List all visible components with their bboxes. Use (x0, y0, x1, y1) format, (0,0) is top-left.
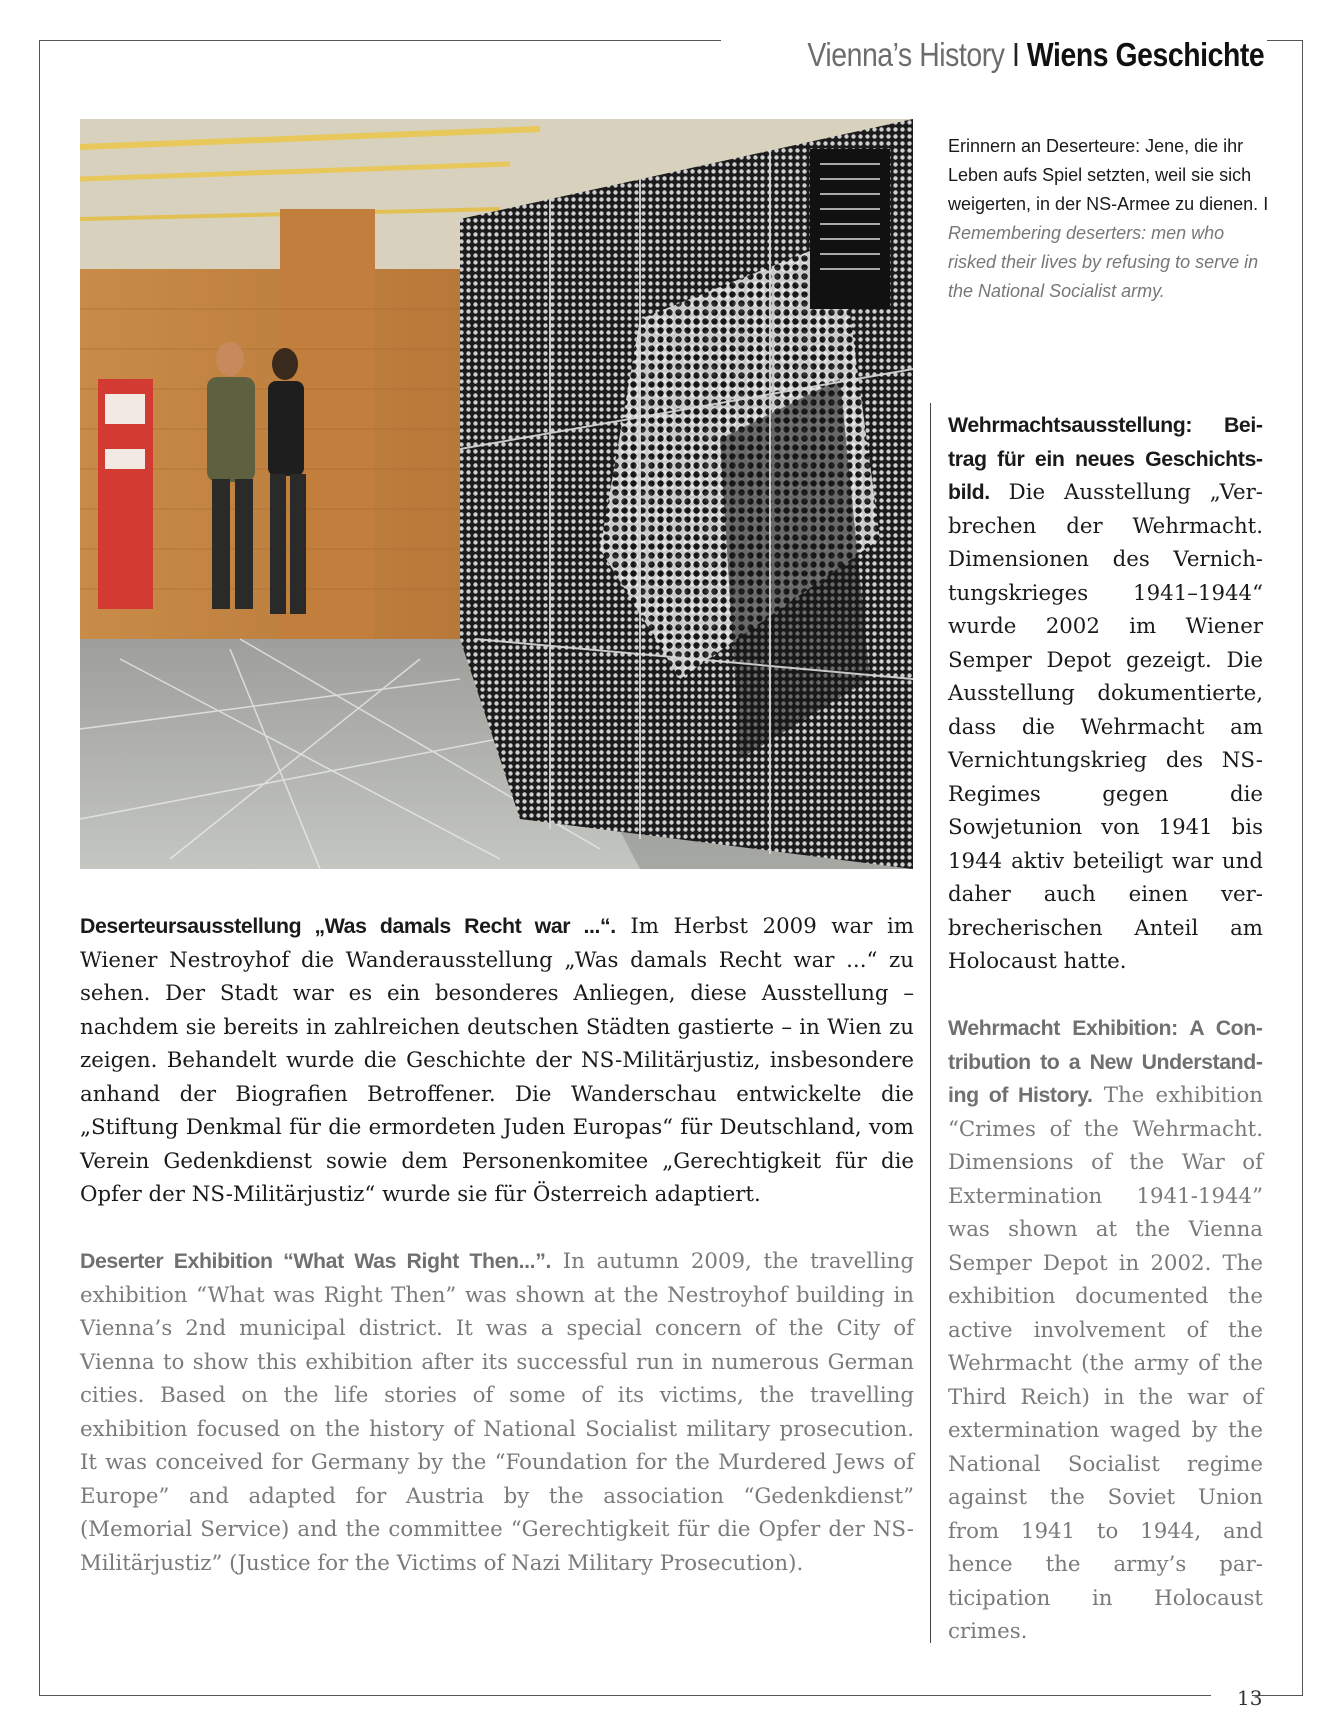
photo-caption (948, 132, 1270, 306)
caption-english: Remembering deserters: men who risked their lives by refusing to serve in the National Socialist army. (948, 223, 1259, 301)
wehrmacht-exhibition-english (948, 1012, 1263, 1649)
wehrmacht-exhibition-german (948, 409, 1263, 979)
right-column (948, 409, 1263, 1649)
deserter-exhibition-heading-en: Deserter Exhibition “What Was Right Then...”. (80, 1249, 551, 1273)
deserter-exhibition-german (80, 910, 914, 1212)
page-frame-bottom (39, 1695, 1211, 1696)
exhibition-photo-illustration (80, 119, 913, 869)
page-frame-top (39, 40, 721, 41)
header-separator: I (1011, 36, 1020, 73)
caption-separator: I (1263, 194, 1269, 214)
page-frame-left (39, 40, 40, 1695)
deserter-exhibition-english (80, 1245, 914, 1580)
header-title-de: Wiens Geschichte (1026, 36, 1264, 73)
deserter-exhibition-heading-de: Deserteursausstellung „Was damals Recht war ...“. (80, 914, 616, 938)
left-column (80, 910, 914, 1580)
page-frame-top-right (1267, 40, 1303, 41)
deserter-exhibition-body-de: Im Herbst 2009 war im Wiener Nestroyhof die Wanderausstellung „Was damals Recht war ...“ zu sehen. Der Stadt war es ein besonderes Anliegen, diese Ausstellung – nachdem sie bereits in zahlreichen deutschen Städten gastierte – in Wien zu zeigen. Behandelt wurde die Geschichte der NS-Militärjustiz, insbesondere anhand der Biografien Betroffener. Die Wanderschau entwickelte die „Stiftung Denkmal für die ermordeten Juden Europas“ für Deutschland, vom Verein Gedenkdienst sowie dem Personenkomitee „Gerechtigkeit für die Opfer der NS-Militärjustiz“ wurde sie für Österreich adaptiert. (80, 914, 914, 1207)
section-header (807, 32, 1264, 78)
exhibition-photo (80, 119, 913, 869)
deserter-exhibition-body-en: In autumn 2009, the travelling exhibition “What was Right Then” was shown at the Nestroyhof building in Vienna’s 2nd municipal district. It was a special concern of the City of Vienna to show this exhibition after its successful run in numerous German cities. Based on the life stories of some of its victims, the travelling exhibition focused on the history of National Socialist military prosecution. It was conceived for Germany by the “Foundation for the Murdered Jews of Europe” and adapted for Austria by the association “Gedenkdienst” (Memorial Service) and the committee “Gerechtigkeit für die Opfer der NS-Militärjustiz” (Justice for the Victims of Nazi Military Prosecution). (80, 1249, 914, 1576)
caption-german: Erinnern an Deserteure: Jene, die ihr Leben aufs Spiel setzten, weil sie sich weigerten, in der NS-Armee zu dienen. (948, 136, 1259, 214)
column-divider (930, 403, 931, 1643)
page-frame-right (1302, 40, 1303, 1695)
wehrmacht-exhibition-body-de: Die Ausstellung „Verbrechen der Wehrmacht. Dimensionen des Vernichtungskrieges 1941–1944“ wurde 2002 im Wiener Semper Depot gezeigt. Die Ausstellung dokumentierte, dass die Wehrmacht am Vernichtungskrieg des NS-Regimes gegen die Sowjetunion von 1941 bis 1944 aktiv beteiligt war und daher auch einen verbrecherischen Anteil am Holocaust hatte. (948, 480, 1263, 974)
wehrmacht-exhibition-body-en: The exhibition “Crimes of the Wehrmacht. Dimensions of the War of Extermination 1941-1944” was shown at the Vienna Semper Depot in 2002. The exhibition documented the active involvement of the Wehrmacht (the army of the Third Reich) in the war of extermination waged by the National Socialist regime against the Soviet Union from 1941 to 1944, and hence the army’s participation in Holocaust crimes. (948, 1083, 1263, 1644)
header-title-en: Vienna’s History (807, 36, 1005, 73)
wehrmacht-exhibition-heading-de: Wehrmachtsausstellung: Beitrag für ein neues Geschichtsbild. (948, 413, 1263, 504)
page-number: 13 (1237, 1686, 1263, 1710)
wehrmacht-exhibition-heading-en: Wehrmacht Exhibition: A Contribution to a New Understanding of History. (948, 1016, 1263, 1107)
